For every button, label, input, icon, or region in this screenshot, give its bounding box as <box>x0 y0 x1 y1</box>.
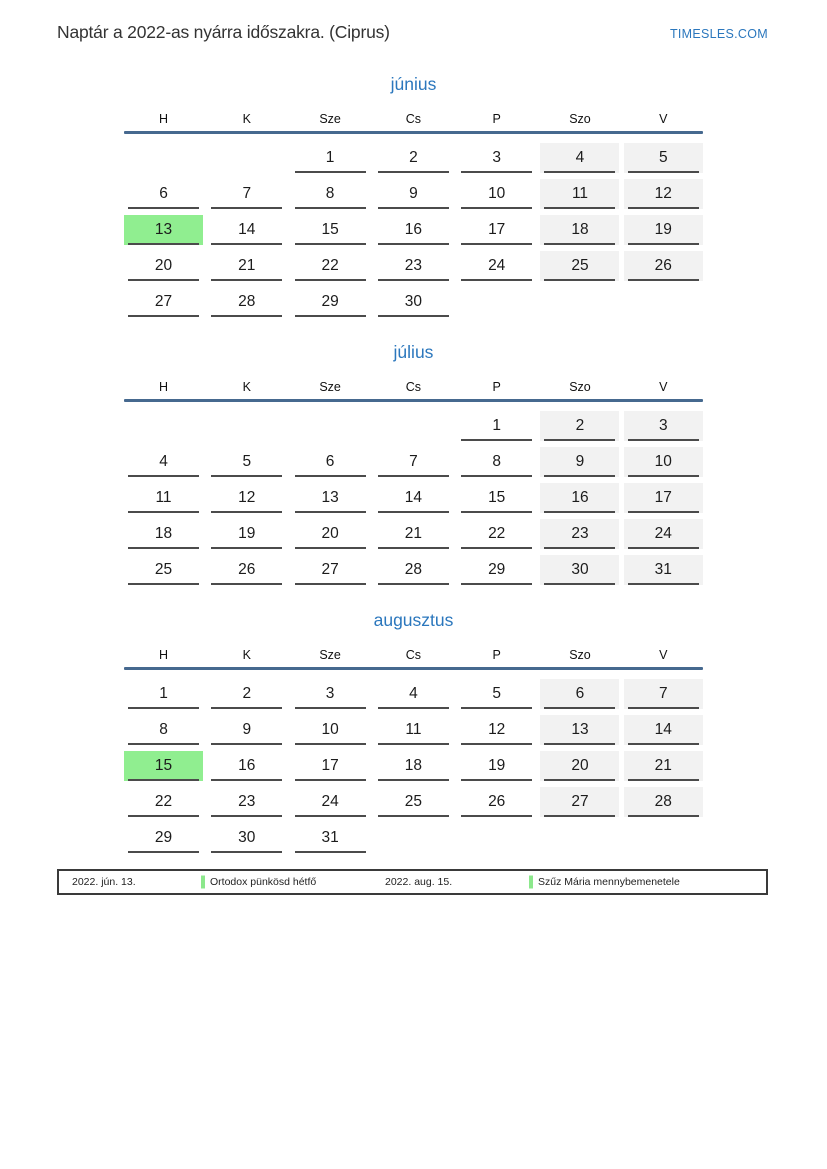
header-rule <box>124 667 703 670</box>
day-cell: 3 <box>291 673 370 709</box>
day-cell: 29 <box>124 817 203 853</box>
day-cell: 5 <box>457 673 536 709</box>
day-cell: 21 <box>207 245 286 281</box>
day-cell: 10 <box>457 173 536 209</box>
weekday-label: K <box>242 112 251 126</box>
day-cell: 19 <box>457 745 536 781</box>
day-cell: 25 <box>374 781 453 817</box>
month-title: augusztus <box>373 610 454 630</box>
weekday-label: V <box>659 112 668 126</box>
day-cell: 11 <box>540 173 619 209</box>
day-cell: 17 <box>624 477 703 513</box>
weekday-label: Sze <box>319 112 341 126</box>
weekday-label: Szo <box>569 112 591 126</box>
empty-cell <box>124 137 203 173</box>
day-cell: 14 <box>207 209 286 245</box>
weekday-header-row <box>124 647 703 663</box>
weekday-label: Szo <box>569 648 591 662</box>
day-cell: 18 <box>374 745 453 781</box>
day-cell: 17 <box>457 209 536 245</box>
day-cell: 22 <box>457 513 536 549</box>
page-title: Naptár a 2022-as nyárra időszakra. (Ciprus) <box>57 22 390 42</box>
day-cell: 13 <box>540 709 619 745</box>
day-cell: 28 <box>374 549 453 585</box>
day-cell: 21 <box>374 513 453 549</box>
day-cell: 28 <box>207 281 286 317</box>
weekday-header-row <box>124 379 703 395</box>
day-cell: 16 <box>374 209 453 245</box>
day-cell: 26 <box>207 549 286 585</box>
day-cell: 22 <box>124 781 203 817</box>
legend-date: 2022. aug. 15. <box>385 876 453 888</box>
day-cell: 5 <box>207 441 286 477</box>
day-cell: 28 <box>624 781 703 817</box>
header-rule <box>124 131 703 134</box>
day-cell: 17 <box>291 745 370 781</box>
day-cell: 12 <box>457 709 536 745</box>
month-august <box>124 609 703 853</box>
weekday-label: K <box>242 648 251 662</box>
day-cell: 7 <box>624 673 703 709</box>
day-cell: 4 <box>540 137 619 173</box>
day-cell: 30 <box>207 817 286 853</box>
day-cell: 7 <box>374 441 453 477</box>
day-grid <box>124 673 703 853</box>
day-cell: 22 <box>291 245 370 281</box>
empty-cell <box>207 405 286 441</box>
day-cell: 4 <box>124 441 203 477</box>
empty-cell <box>540 817 619 853</box>
weekday-label: Cs <box>405 648 422 662</box>
day-cell: 18 <box>540 209 619 245</box>
day-cell: 6 <box>540 673 619 709</box>
day-cell: 24 <box>291 781 370 817</box>
day-cell: 15 <box>457 477 536 513</box>
day-cell: 20 <box>291 513 370 549</box>
day-cell: 9 <box>374 173 453 209</box>
month-title: július <box>393 342 434 362</box>
day-cell: 3 <box>624 405 703 441</box>
day-cell: 1 <box>457 405 536 441</box>
day-cell: 19 <box>207 513 286 549</box>
holiday-marker-icon <box>529 876 533 889</box>
day-cell: 27 <box>291 549 370 585</box>
empty-cell <box>374 405 453 441</box>
weekday-label: P <box>492 112 501 126</box>
site-link[interactable]: TIMESLES.COM <box>669 27 768 41</box>
empty-cell <box>291 405 370 441</box>
day-cell: 31 <box>291 817 370 853</box>
day-grid <box>124 405 703 585</box>
day-cell: 3 <box>457 137 536 173</box>
day-cell: 21 <box>624 745 703 781</box>
day-cell: 29 <box>291 281 370 317</box>
day-cell: 13 <box>124 209 203 245</box>
day-cell: 7 <box>207 173 286 209</box>
day-cell: 23 <box>374 245 453 281</box>
day-cell: 8 <box>291 173 370 209</box>
day-cell: 30 <box>374 281 453 317</box>
day-cell: 6 <box>124 173 203 209</box>
day-cell: 9 <box>207 709 286 745</box>
day-cell: 13 <box>291 477 370 513</box>
month-title: június <box>390 74 437 94</box>
day-cell: 11 <box>124 477 203 513</box>
day-cell: 11 <box>374 709 453 745</box>
day-cell: 24 <box>624 513 703 549</box>
day-cell: 20 <box>124 245 203 281</box>
day-cell: 25 <box>540 245 619 281</box>
day-cell: 18 <box>124 513 203 549</box>
weekday-label: V <box>659 648 668 662</box>
day-cell: 25 <box>124 549 203 585</box>
legend-label: Szűz Mária mennybemenetele <box>538 876 680 888</box>
weekday-label: P <box>492 648 501 662</box>
day-cell: 26 <box>457 781 536 817</box>
weekday-label: H <box>158 112 169 126</box>
legend-date: 2022. jún. 13. <box>72 876 136 888</box>
day-cell: 14 <box>374 477 453 513</box>
holiday-legend <box>57 869 768 895</box>
legend-label: Ortodox pünkösd hétfő <box>210 876 317 888</box>
day-cell: 31 <box>624 549 703 585</box>
empty-cell <box>207 137 286 173</box>
empty-cell <box>457 281 536 317</box>
empty-cell <box>624 281 703 317</box>
day-cell: 16 <box>540 477 619 513</box>
day-cell: 27 <box>124 281 203 317</box>
empty-cell <box>540 281 619 317</box>
holiday-marker-icon <box>201 876 205 889</box>
day-cell: 2 <box>207 673 286 709</box>
header-rule <box>124 399 703 402</box>
day-cell: 2 <box>374 137 453 173</box>
weekday-label: Cs <box>405 112 422 126</box>
day-cell: 12 <box>624 173 703 209</box>
weekday-label: H <box>158 648 169 662</box>
day-cell: 30 <box>540 549 619 585</box>
weekday-label: K <box>242 380 251 394</box>
day-cell: 26 <box>624 245 703 281</box>
empty-cell <box>124 405 203 441</box>
document-header <box>57 20 768 46</box>
day-cell: 19 <box>624 209 703 245</box>
day-cell: 27 <box>540 781 619 817</box>
day-cell: 9 <box>540 441 619 477</box>
day-cell: 5 <box>624 137 703 173</box>
day-cell: 8 <box>457 441 536 477</box>
day-cell: 15 <box>291 209 370 245</box>
day-cell: 29 <box>457 549 536 585</box>
day-cell: 10 <box>624 441 703 477</box>
empty-cell <box>457 817 536 853</box>
weekday-label: V <box>659 380 668 394</box>
day-cell: 2 <box>540 405 619 441</box>
empty-cell <box>624 817 703 853</box>
weekday-label: Cs <box>405 380 422 394</box>
day-cell: 12 <box>207 477 286 513</box>
day-cell: 23 <box>207 781 286 817</box>
day-cell: 23 <box>540 513 619 549</box>
weekday-label: Sze <box>319 380 341 394</box>
day-cell: 1 <box>291 137 370 173</box>
day-cell: 6 <box>291 441 370 477</box>
day-cell: 4 <box>374 673 453 709</box>
day-cell: 20 <box>540 745 619 781</box>
month-june <box>124 73 703 317</box>
empty-cell <box>374 817 453 853</box>
day-cell: 8 <box>124 709 203 745</box>
weekday-label: P <box>492 380 501 394</box>
day-cell: 14 <box>624 709 703 745</box>
weekday-label: H <box>158 380 169 394</box>
day-cell: 1 <box>124 673 203 709</box>
day-grid <box>124 137 703 317</box>
weekday-header-row <box>124 111 703 127</box>
day-cell: 24 <box>457 245 536 281</box>
day-cell: 16 <box>207 745 286 781</box>
day-cell: 15 <box>124 745 203 781</box>
day-cell: 10 <box>291 709 370 745</box>
weekday-label: Szo <box>569 380 591 394</box>
month-july <box>124 341 703 585</box>
weekday-label: Sze <box>319 648 341 662</box>
